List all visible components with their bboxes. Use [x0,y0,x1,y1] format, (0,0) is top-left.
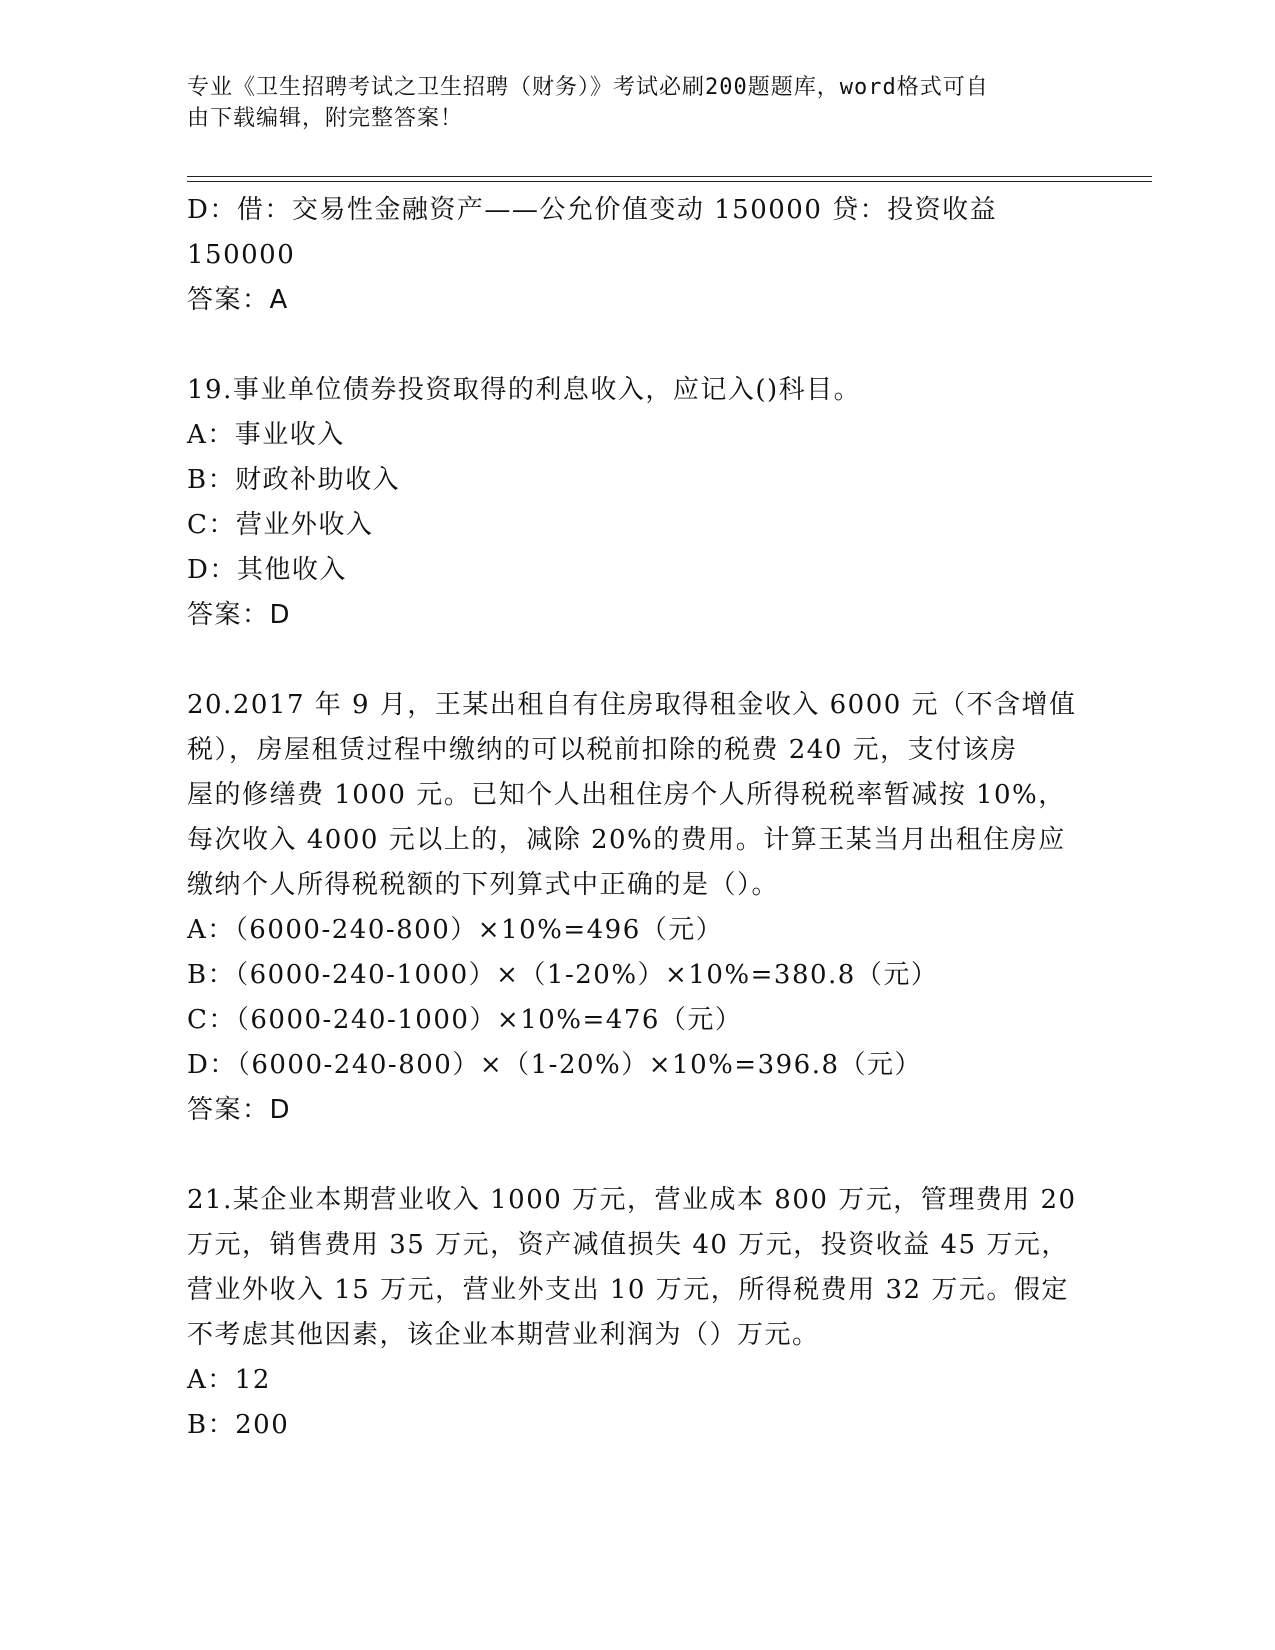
answer-label: 答案：D [187,600,292,630]
question-stem-line: 缴纳个人所得税税额的下列算式中正确的是（）。 [187,870,780,900]
option-a: A：12 [187,1365,271,1395]
option-b: B：财政补助收入 [187,465,401,495]
spacer [187,323,1087,368]
question-stem-line: 每次收入 4000 元以上的，减除 20%的费用。计算王某当月出租住房应 [187,825,1066,855]
question-stem-line: 20.2017 年 9 月，王某出租自有住房取得租金收入 6000 元（不含增值 [187,690,1077,720]
question-stem-line: 不考虑其他因素，该企业本期营业利润为（）万元。 [187,1320,820,1350]
question-21 [187,1178,1087,1448]
option-d-continued: 150000 [187,240,296,270]
header-line-2: 由下载编辑，附完整答案！ [187,106,464,131]
option-b: B：（6000-240-1000）×（1-20%）×10%=380.8（元） [187,960,939,990]
question-19 [187,368,1087,638]
spacer [187,1133,1087,1178]
question-body [187,188,1087,1448]
spacer [187,638,1087,683]
answer-label: 答案：D [187,1095,292,1125]
option-a: A：事业收入 [187,420,345,450]
answer-label: 答案：A [187,285,289,315]
question-stem-line: 税），房屋租赁过程中缴纳的可以税前扣除的税费 240 元，支付该房 [187,735,1018,765]
question-18-tail [187,188,1087,323]
question-20 [187,683,1087,1133]
question-stem-line: 万元，销售费用 35 万元，资产减值损失 40 万元，投资收益 45 万元， [187,1230,1069,1260]
question-stem-line: 屋的修缮费 1000 元。已知个人出租住房个人所得税税率暂减按 10%， [187,780,1066,810]
option-c: C：（6000-240-1000）×10%=476（元） [187,1005,743,1035]
header-line-1: 专业《卫生招聘考试之卫生招聘（财务）》考试必刷200题题库，word格式可自 [187,75,989,100]
page-header [187,72,1087,134]
question-stem: 19.事业单位债券投资取得的利息收入，应记入()科目。 [187,375,862,405]
option-c: C：营业外收入 [187,510,374,540]
header-divider-top [187,176,1152,177]
option-b: B：200 [187,1410,290,1440]
header-divider-bottom [187,181,1152,182]
option-a: A：（6000-240-800）×10%=496（元） [187,915,724,945]
option-d: D：借：交易性金融资产——公允价值变动 150000 贷：投资收益 [187,195,998,225]
option-d: D：（6000-240-800）×（1-20%）×10%=396.8（元） [187,1050,923,1080]
option-d: D：其他收入 [187,555,347,585]
question-stem-line: 21.某企业本期营业收入 1000 万元，营业成本 800 万元，管理费用 20 [187,1185,1077,1215]
question-stem-line: 营业外收入 15 万元，营业外支出 10 万元，所得税费用 32 万元。假定 [187,1275,1069,1305]
